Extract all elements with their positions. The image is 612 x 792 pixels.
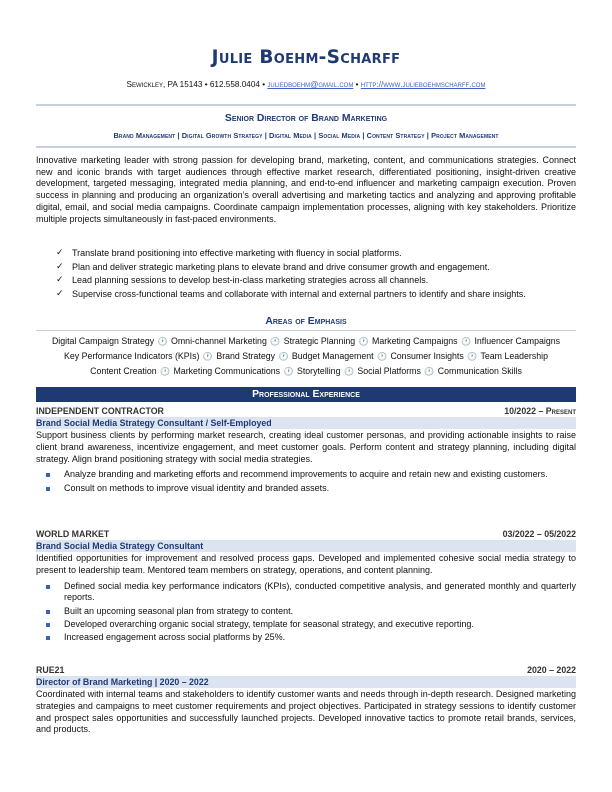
emphasis-row: [36, 364, 576, 379]
job-header: [36, 527, 576, 540]
clock-icon: 🕐: [202, 352, 213, 362]
job-title: Brand Social Media Strategy Consultant: [36, 540, 576, 552]
headline-divider: [36, 146, 576, 148]
highlight-item: ✓ Plan and deliver strategic marketing plans to elevate brand and drive consumer growth and engagement.: [56, 261, 576, 275]
job-bullets: [36, 581, 576, 644]
job-dates: 03/2022 – 05/2022: [502, 528, 576, 539]
company-name: WORLD MARKET: [36, 528, 110, 539]
job-title: Brand Social Media Strategy Consultant / Self-Employed: [36, 417, 576, 429]
emphasis-item: Team Leadership: [480, 351, 548, 362]
location-phone: Sewickley, PA 15143 • 612.558.0404 •: [126, 80, 266, 89]
job-entry: [36, 663, 576, 736]
areas-of-emphasis-heading: Areas of Emphasis: [265, 316, 347, 327]
contact-line: [0, 80, 612, 89]
expertise-line: Brand Management | Digital Growth Strategy | Digital Media | Social Media | Content Strategy | Project Management: [113, 131, 499, 140]
square-bullet-icon: [44, 619, 64, 631]
company-name: INDEPENDENT CONTRACTOR: [36, 405, 164, 416]
emphasis-row: [36, 349, 576, 364]
candidate-name: Julie Boehm-Scharff: [211, 47, 401, 68]
checkmark-icon: ✓: [56, 261, 64, 272]
emphasis-item: Content Creation: [90, 366, 157, 377]
square-bullet-icon: [44, 483, 64, 495]
emphasis-item: Key Performance Indicators (KPIs): [64, 351, 200, 362]
clock-icon: 🕐: [157, 337, 168, 346]
job-bullet: Analyze branding and marketing efforts and recommend improvements to acquire and retain new and existing customers.: [44, 469, 576, 481]
professional-experience-heading: Professional Experience: [36, 387, 576, 402]
clock-icon: 🕐: [424, 367, 435, 377]
square-bullet-icon: [44, 581, 64, 605]
emphasis-item: Brand Strategy: [216, 351, 276, 362]
emphasis-item: Social Platforms: [357, 366, 421, 377]
emphasis-row: [36, 334, 576, 349]
clock-icon: 🕐: [358, 337, 369, 346]
checkmark-icon: ✓: [56, 248, 64, 258]
emphasis-item: Communication Skills: [437, 366, 522, 377]
clock-icon: 🕐: [467, 352, 478, 362]
clock-icon: 🕐: [461, 337, 472, 346]
job-bullet: Increased engagement across social platforms by 25%.: [44, 632, 576, 644]
emphasis-item: Marketing Campaigns: [372, 336, 458, 346]
highlight-item: ✓ Translate brand positioning into effective marketing with fluency in social platforms.: [56, 247, 576, 261]
top-divider: [36, 104, 576, 106]
highlights-list: [56, 247, 576, 301]
job-dates: 10/2022 – Present: [504, 405, 576, 416]
square-bullet-icon: [44, 606, 64, 618]
job-header: [36, 404, 576, 417]
contact-bullet: •: [355, 80, 359, 89]
clock-icon: 🕐: [160, 367, 171, 377]
emphasis-item: Omni-channel Marketing: [171, 336, 267, 346]
job-description: Support business clients by performing market research, creating ideal customer personas, and providing actionable insights to raise client brand awareness, incentivize engagement, and meet customer goals. Perform content and strategy planning, including digital strategy. Align brand positioning strategy with social media strategies.: [36, 430, 576, 464]
job-title: Director of Brand Marketing | 2020 – 2022: [36, 676, 576, 688]
checkmark-icon: ✓: [56, 275, 64, 286]
website-link[interactable]: http://www.julieboehmscharff.com: [360, 80, 486, 89]
job-bullet: Built an upcoming seasonal plan from strategy to content.: [44, 606, 576, 618]
emphasis-item: Marketing Communications: [173, 366, 281, 377]
job-bullet: Consult on methods to improve visual identity and branded assets.: [44, 483, 576, 495]
summary-paragraph: Innovative marketing leader with strong passion for developing brand, marketing, content, and communications strategies. Connect new and iconic brands with target audiences through effective market research, differentiated positioning, insight-driven creative development, targeted messaging, integrated media planning, and end-to-end influencer and marketing campaign execution. Proven success in planning and producing an organization’s overall advertising and marketing tactics and analyzing and approving profitable digital, email, and social media campaigns. Coordinate campaign implementation processes, aligning with key stakeholders. Prioritize multiple projects simultaneously in fast-paced environments.: [36, 155, 576, 224]
job-description: Identified opportunities for improvement and resolved process gaps. Developed and implemented cohesive social media strategy to present to leadership team. Mentored team members on strategy, operations, and content planning.: [36, 553, 576, 575]
company-name: RUE21: [36, 664, 65, 675]
checkmark-icon: ✓: [56, 288, 64, 299]
emphasis-item: Influencer Campaigns: [474, 336, 561, 346]
clock-icon: 🕐: [278, 352, 289, 362]
emphasis-item: Storytelling: [296, 366, 341, 377]
email-link[interactable]: juliedboehm@gmail.com: [267, 80, 354, 89]
job-bullets: [36, 469, 576, 494]
square-bullet-icon: [44, 632, 64, 644]
areas-of-emphasis-divider: [36, 330, 576, 331]
areas-of-emphasis-list: [36, 334, 576, 380]
emphasis-item: Strategic Planning: [283, 336, 356, 346]
job-bullet: Developed overarching organic social strategy, template for seasonal strategy, and executive reporting.: [44, 619, 576, 631]
job-bullet: Defined social media key performance indicators (KPIs), conducted competitive analysis, and generated monthly and quarterly reports.: [44, 581, 576, 605]
highlight-item: ✓ Supervise cross-functional teams and collaborate with internal and external partners to identify and share insights.: [56, 288, 576, 302]
clock-icon: 🕐: [377, 352, 387, 362]
job-entry: [36, 527, 576, 646]
clock-icon: 🕐: [343, 367, 354, 377]
emphasis-item: Consumer Insights: [390, 351, 464, 362]
highlight-item: ✓ Lead planning sessions to develop best-in-class marketing strategies across all channels.: [56, 274, 576, 288]
job-entry: [36, 404, 576, 496]
clock-icon: 🕐: [283, 367, 294, 377]
headline-title: Senior Director of Brand Marketing: [224, 113, 388, 124]
clock-icon: 🕐: [270, 337, 281, 346]
job-header: [36, 663, 576, 676]
square-bullet-icon: [44, 469, 64, 481]
job-description: Coordinated with internal teams and stakeholders to identify customer wants and needs through in-depth research. Designed marketing strategies and campaigns to meet customer requirements and project objectives. Participated in strategy sessions to identify customer and prospect sales opportunities and successfully launched projects. Developed innovative tactics to promote retail brands, services, and products.: [36, 689, 576, 735]
emphasis-item: Budget Management: [291, 351, 374, 362]
job-dates: 2020 – 2022: [527, 664, 576, 675]
emphasis-item: Digital Campaign Strategy: [51, 336, 155, 346]
